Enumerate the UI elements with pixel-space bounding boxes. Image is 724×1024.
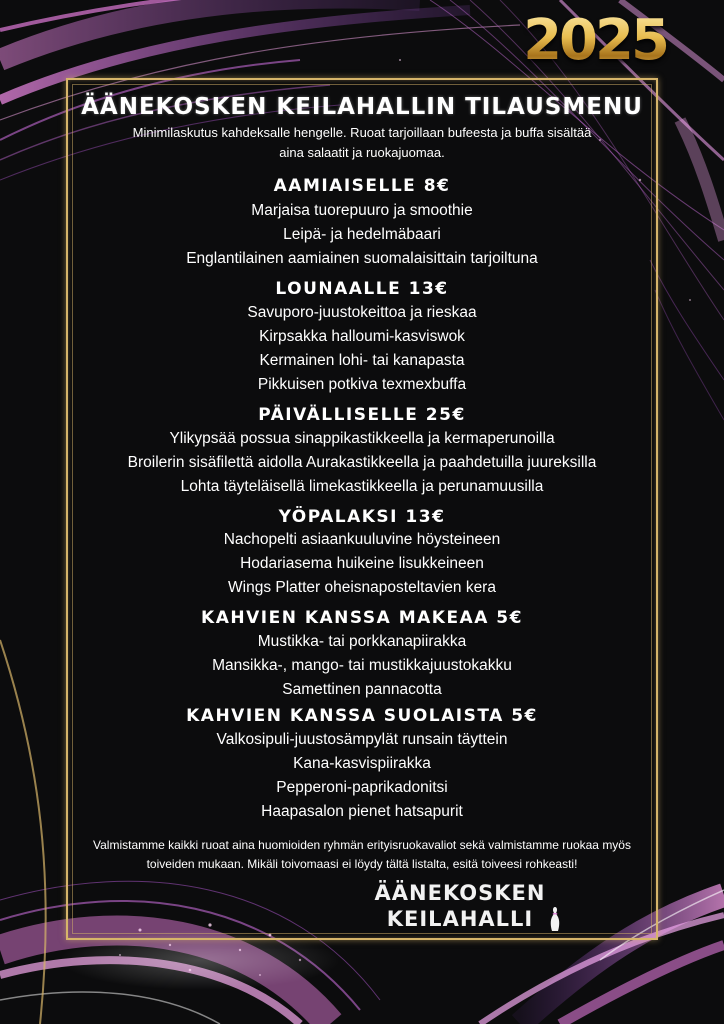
keilahalli-logo <box>370 880 550 932</box>
logo-line-1: ÄÄNEKOSKEN <box>374 881 546 905</box>
section-heading-savory-coffee: KAHVIEN KANSSA SUOLAISTA 5€ <box>186 706 538 726</box>
year-badge: 2025 <box>520 4 670 78</box>
menu-item: Savuporo-juustokeittoa ja rieskaa <box>247 304 477 321</box>
logo-line-2 <box>370 906 550 932</box>
section-heading-lunch: LOUNAALLE 13€ <box>275 279 449 299</box>
menu-item: Wings Platter oheisnaposteltavien kera <box>228 579 496 596</box>
menu-item: Marjaisa tuorepuuro ja smoothie <box>251 202 473 219</box>
section-heading-sweet-coffee: KAHVIEN KANSSA MAKEAA 5€ <box>201 608 523 628</box>
menu-item: Hodariasema huikeine lisukkeineen <box>240 555 484 572</box>
logo-line-2-text: KEILAHALLI <box>386 907 534 931</box>
menu-item: Kana-kasvispiirakka <box>293 755 431 772</box>
bowling-pin-icon <box>550 907 560 931</box>
page-title: ÄÄNEKOSKEN KEILAHALLIN TILAUSMENU <box>81 94 643 120</box>
menu-item: Haapasalon pienet hatsapurit <box>261 803 463 820</box>
footer-note: Valmistamme kaikki ruoat aina huomioiden ryhmän erityisruokavaliot sekä valmistamme ruokaa myös toiveiden mukaan. Mikäli toivomaasi ei löydy tältä listalta, esitä toiveesi rohkeasti! <box>93 838 631 871</box>
menu-item: Pepperoni-paprikadonitsi <box>276 779 448 796</box>
menu-item: Pikkuisen potkiva texmexbuffa <box>257 376 467 393</box>
menu-item: Leipä- ja hedelmäbaari <box>283 226 441 243</box>
menu-item: Broilerin sisäfilettä aidolla Aurakastikkeella ja paahdetuilla juureksilla <box>127 454 597 471</box>
menu-item: Ylikypsää possua sinappikastikkeella ja kermaperunoilla <box>169 430 555 447</box>
menu-item: Nachopelti asiaankuuluvine höysteineen <box>223 531 501 548</box>
menu-item: Kirpsakka halloumi-kasviswok <box>259 328 465 345</box>
menu-item: Mustikka- tai porkkanapiirakka <box>257 633 467 650</box>
menu-item: Samettinen pannacotta <box>282 681 442 698</box>
page-subtitle: Minimilaskutus kahdeksalle hengelle. Ruoat tarjoillaan bufeesta ja buffa sisältää aina salaatit ja ruokajuomaa. <box>132 125 592 160</box>
section-heading-night-snack: YÖPALAKSI 13€ <box>278 507 446 527</box>
menu-item: Valkosipuli-juustosämpylät runsain täyttein <box>216 731 508 748</box>
menu-item: Mansikka-, mango- tai mustikkajuustokakku <box>212 657 512 674</box>
menu-item: Englantilainen aamiainen suomalaisittain tarjoiltuna <box>186 250 538 267</box>
menu-item: Lohta täyteläisellä limekastikkeella ja perunamuusilla <box>180 478 544 495</box>
menu-item: Kermainen lohi- tai kanapasta <box>259 352 465 369</box>
section-heading-dinner: PÄIVÄLLISELLE 25€ <box>258 405 466 425</box>
section-heading-breakfast: AAMIAISELLE 8€ <box>273 176 451 196</box>
